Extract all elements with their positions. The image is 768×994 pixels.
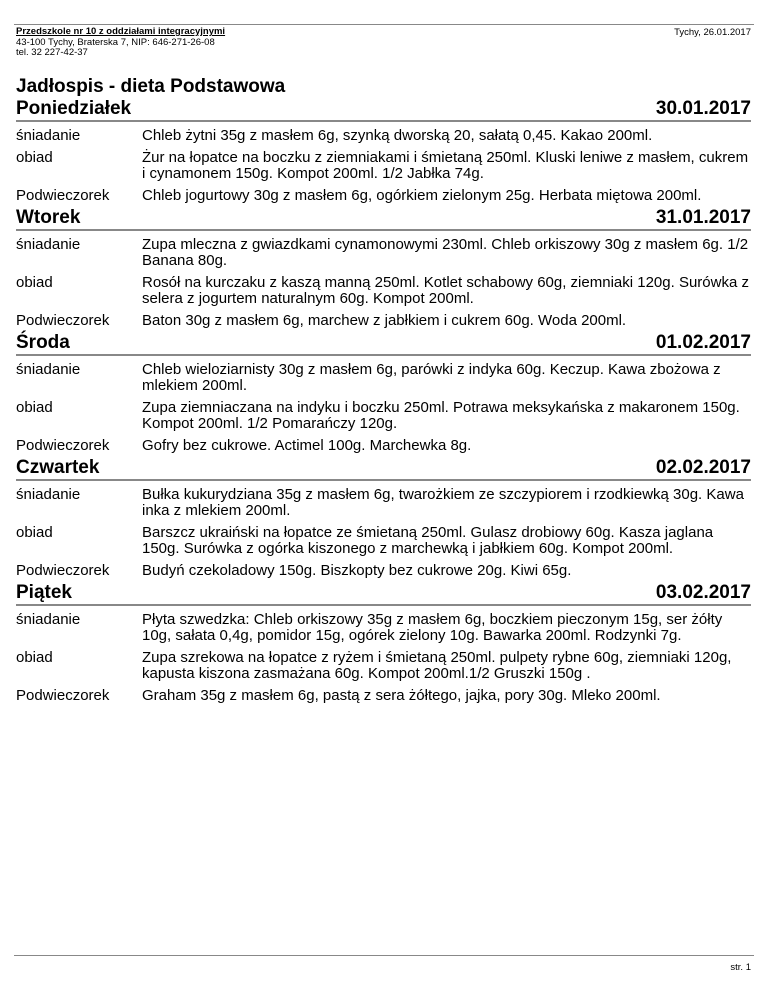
day-name: Poniedziałek — [16, 98, 132, 119]
meal-label: obiad — [16, 524, 53, 541]
day-header — [16, 329, 751, 356]
day-header — [16, 96, 751, 122]
meal-row — [16, 612, 751, 644]
meal-description: Zupa mleczna z gwiazdkami cynamonowymi 230ml. Chleb orkiszowy 30g z masłem 6g. 1/2 Banana 80g. — [142, 236, 749, 269]
meal-row — [16, 525, 751, 557]
meal-description: Chleb wieloziarnisty 30g z masłem 6g, parówki z indyka 60g. Keczup. Kawa zbożowa z mlekiem 200ml. — [142, 361, 721, 394]
day-name: Czwartek — [16, 457, 100, 478]
meal-row — [16, 487, 751, 519]
meal-label: obiad — [16, 399, 53, 416]
day-date: 31.01.2017 — [655, 207, 751, 228]
meal-description: Chleb jogurtowy 30g z masłem 6g, ogórkiem zielonym 25g. Herbata miętowa 200ml. — [142, 187, 702, 204]
meal-row — [16, 650, 751, 682]
meal-row — [16, 438, 751, 454]
institution-phone: tel. 32 227-42-37 — [16, 47, 88, 58]
day-section — [16, 579, 751, 704]
meal-row — [16, 362, 751, 394]
meal-description: Zupa szrekowa na łopatce z ryżem i śmietaną 250ml. pulpety rybne 60g, ziemniaki 120g, kapusta kiszona zasmażana 60g. Kompot 200ml.1/2 Gruszki 150g . — [142, 649, 732, 682]
day-date: 01.02.2017 — [655, 332, 751, 353]
meal-label: obiad — [16, 649, 53, 666]
meal-description: Barszcz ukraiński na łopatce ze śmietaną 250ml. Gulasz drobiowy 60g. Kasza jaglana 150g. Surówka z ogórka kiszonego z marchewką i jabłkiem 60g. Kompot 200ml. — [142, 524, 714, 557]
meal-row — [16, 150, 751, 182]
institution-address: 43-100 Tychy, Braterska 7, NIP: 646-271-26-08 — [16, 36, 215, 48]
meal-description: Żur na łopatce na boczku z ziemniakami i śmietaną 250ml. Kluski leniwe z masłem, cukrem i cynamonem 150g. Kompot 200ml. 1/2 Jabłka 74g. — [142, 149, 749, 182]
day-section — [16, 454, 751, 579]
meal-label: śniadanie — [16, 486, 81, 503]
meal-label: śniadanie — [16, 361, 81, 378]
page-number: str. 1 — [730, 962, 751, 973]
day-header — [16, 579, 751, 606]
meal-row — [16, 275, 751, 307]
meal-row — [16, 128, 751, 144]
meal-label: Podwieczorek — [16, 562, 110, 579]
meal-label: Podwieczorek — [16, 187, 110, 204]
meal-row — [16, 237, 751, 269]
day-date: 02.02.2017 — [655, 457, 751, 478]
meal-label: obiad — [16, 149, 53, 166]
day-date: 03.02.2017 — [655, 582, 751, 603]
meal-label: śniadanie — [16, 611, 81, 628]
meal-description: Bułka kukurydziana 35g z masłem 6g, twarożkiem ze szczypiorem i rzodkiewką 30g. Kawa inka z mlekiem 200ml. — [142, 486, 744, 519]
meal-label: Podwieczorek — [16, 687, 110, 704]
meal-label: śniadanie — [16, 236, 81, 253]
meal-row — [16, 313, 751, 329]
meal-label: Podwieczorek — [16, 437, 110, 454]
meal-row — [16, 688, 751, 704]
days-list — [16, 96, 751, 704]
place-date: Tychy, 26.01.2017 — [674, 27, 751, 38]
meal-description: Płyta szwedzka: Chleb orkiszowy 35g z masłem 6g, boczkiem pieczonym 15g, ser żółty 10g, sałata 0,4g, pomidor 15g, ogórek zielony 10g. Bawarka 200ml. Rodzynki 7g. — [142, 611, 723, 644]
meal-label: śniadanie — [16, 127, 81, 144]
meal-description: Chleb żytni 35g z masłem 6g, szynką dworską 20, sałatą 0,45. Kakao 200ml. — [142, 127, 653, 144]
header-divider — [14, 24, 754, 25]
day-section — [16, 204, 751, 329]
day-name: Piątek — [16, 582, 72, 603]
meal-label: Podwieczorek — [16, 312, 110, 329]
day-header — [16, 204, 751, 231]
meal-description: Zupa ziemniaczana na indyku i boczku 250ml. Potrawa meksykańska z makaronem 150g. Kompot 200ml. 1/2 Pomarańczy 120g. — [142, 399, 740, 432]
meal-description: Baton 30g z masłem 6g, marchew z jabłkiem i cukrem 60g. Woda 200ml. — [142, 312, 627, 329]
institution-header — [16, 27, 225, 59]
day-section — [16, 96, 751, 204]
meal-row — [16, 563, 751, 579]
meal-row — [16, 400, 751, 432]
day-date: 30.01.2017 — [655, 98, 751, 119]
day-name: Środa — [16, 332, 70, 353]
institution-name: Przedszkole nr 10 z oddziałami integracyjnymi — [16, 26, 226, 37]
meal-description: Rosół na kurczaku z kaszą manną 250ml. Kotlet schabowy 60g, ziemniaki 120g. Surówka z selera z jogurtem naturalnym 60g. Kompot 200ml. — [142, 274, 749, 307]
day-header — [16, 454, 751, 481]
day-section — [16, 329, 751, 454]
meal-description: Graham 35g z masłem 6g, pastą z sera żółtego, jajka, pory 30g. Mleko 200ml. — [142, 687, 661, 704]
meal-row — [16, 188, 751, 204]
footer-divider — [14, 955, 754, 956]
day-name: Wtorek — [16, 207, 81, 228]
page-title: Jadłospis - dieta Podstawowa — [16, 76, 286, 97]
meal-description: Gofry bez cukrowe. Actimel 100g. Marchewka 8g. — [142, 437, 472, 454]
meal-description: Budyń czekoladowy 150g. Biszkopty bez cukrowe 20g. Kiwi 65g. — [142, 562, 572, 579]
meal-label: obiad — [16, 274, 53, 291]
